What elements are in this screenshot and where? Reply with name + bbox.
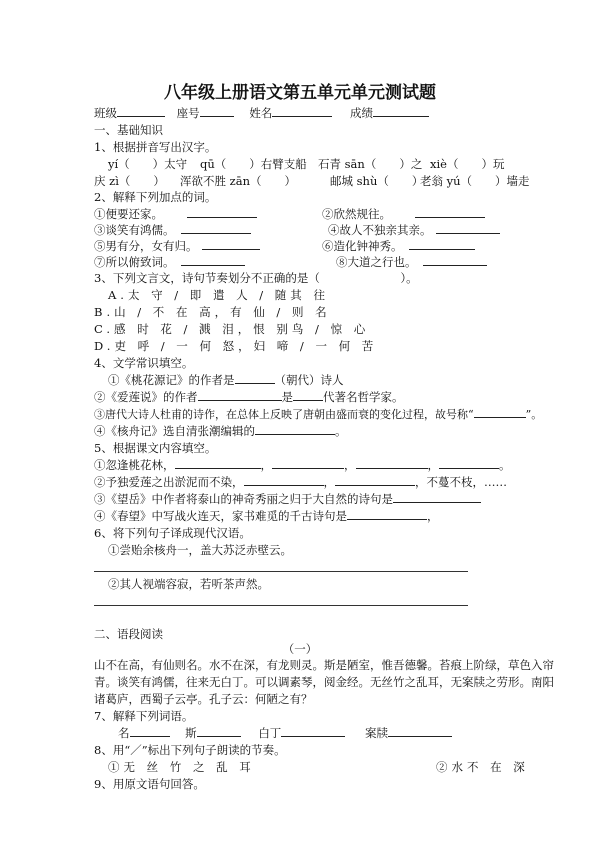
answer-line[interactable] [94,605,468,606]
q2-item-text: ⑧大道之行也。 [336,255,417,269]
q2-item-text: ④故人不独亲其亲。 [328,223,432,237]
q3-option-a: A.太 守 / 即 遣 人 / 随其 往 [108,288,329,302]
q8-item: ②水不 在 深 [436,760,529,774]
part1-heading: 一、基础知识 [94,123,163,137]
student-info-row [94,105,429,121]
q6-item: ②其人视端容寂，若听茶声然。 [108,577,269,591]
q2-item [336,254,487,270]
q5-text: 5、根据课文内容填空。 [94,441,217,455]
passage-line: 青。谈笑有鸿儒，往来无白丁。可以调素琴，阅金经。无丝竹之乱耳，无案牍之劳形。南阳 [94,675,554,689]
answer-blank[interactable] [281,725,345,737]
q2-item [94,206,257,222]
q5-item [94,491,481,507]
answer-blank[interactable] [235,372,275,384]
answer-blank[interactable] [255,423,335,435]
q3-text: 3、下列文言文，诗句节奏划分不正确的是（ ）。 [94,271,418,285]
q2-item-text: ①便要还家。 [94,207,163,221]
answer-blank[interactable] [202,238,260,250]
answer-blank[interactable] [198,389,282,401]
q2-item-text: ②欣然规往。 [322,207,391,221]
q4-text-part: ①《桃花源记》的作者是 [108,373,235,387]
q4-text: 4、文学常识填空。 [94,356,194,370]
answer-blank[interactable] [272,457,344,469]
answer-blank[interactable] [335,474,415,486]
q2-item-text: ③谈笑有鸿儒。 [94,223,175,237]
q5-text-part: ①忽逢桃花林， [94,458,175,472]
q4-item [108,372,344,388]
q1-item: xiè（ ）玩 [430,157,505,171]
q7-term: 名 [118,726,130,740]
q9-text: 9、用原文语句回答。 [94,777,205,791]
answer-blank[interactable] [347,508,427,520]
q7-terms [118,725,452,741]
q1-item: qū（ ）右臂支船 [200,157,307,171]
score-label: 成绩 [349,106,373,120]
q4-text-part: ”。 [525,408,543,421]
q8-text: 8、用“／”标出下列句子朗读的节奏。 [94,743,286,757]
q2-item [328,222,500,238]
q5-text-part: ④《春望》中写战火连天，家书难觅的千古诗句是 [94,509,347,523]
q4-item [94,389,404,405]
answer-blank[interactable] [409,238,475,250]
seat-field[interactable] [200,105,234,117]
answer-blank[interactable] [175,457,261,469]
q1-item: 老翁 yú（ ）墙走 [420,174,530,188]
answer-blank[interactable] [388,725,452,737]
q2-item-text: ⑥造化钟神秀。 [322,239,403,253]
q1-item: 邮城 shù（ ） [330,174,424,188]
q3-option-c: C.感 时 花 / 溅 泪，恨 别鸟 / 惊 心 [94,322,370,336]
q5-item [94,457,511,473]
q4-item [94,423,347,439]
class-label: 班级 [94,106,117,120]
q4-item [94,406,542,422]
q7-term: 斯 [185,726,197,740]
q5-text-part: ，不蔓不枝，…… [415,475,507,489]
answer-blank[interactable] [423,254,487,266]
answer-blank[interactable] [130,725,170,737]
q5-item [94,474,507,490]
q1-item: yí（ ）太守 [108,157,188,171]
q6-text: 6、将下列句子译成现代汉语。 [94,526,251,540]
answer-blank[interactable] [293,389,323,401]
q8-item: ①无 丝 竹 之 乱 耳 [108,760,255,774]
answer-line[interactable] [94,571,468,572]
q4-text-part: 。 [335,424,347,438]
q2-text: 2、解释下列加点的词。 [94,190,217,204]
q4-text-part: ②《爱莲说》的作者 [94,390,198,404]
passage-line: 山不在高，有仙则名。水不在深，有龙则灵。斯是陋室，惟吾德馨。苔痕上阶绿，草色入帘 [94,658,554,672]
part2-heading: 二、语段阅读 [94,627,163,641]
q7-text: 7、解释下列词语。 [94,709,194,723]
answer-blank[interactable] [181,254,245,266]
q5-text-part: ， [323,475,335,489]
q1-item: 石青 sān（ ）之 [318,157,423,171]
answer-blank[interactable] [439,457,499,469]
q4-text-part: 是 [281,390,293,404]
seat-label: 座号 [176,106,200,120]
answer-blank[interactable] [187,206,257,218]
q5-text-part: 。 [499,458,511,472]
q5-text-part: ③《望岳》中作者将泰山的神奇秀丽之归于大自然的诗句是 [94,492,393,506]
q1-text: 1、根据拼音写出汉字。 [94,140,217,154]
name-label: 姓名 [249,106,273,120]
answer-blank[interactable] [474,406,526,418]
q2-item [94,254,245,270]
passage-line: 诸葛庐，西蜀子云亭。孔子云：何陋之有？ [94,692,313,706]
q4-text-part: （朝代）诗人 [274,373,344,387]
answer-blank[interactable] [197,725,241,737]
answer-blank[interactable] [415,206,485,218]
answer-blank[interactable] [436,222,500,234]
q2-item-text: ⑤男有分，女有归。 [94,239,198,253]
q3-option-d: D.吏 呼 / 一 何 怒，妇 啼 / 一 何 苦 [94,339,378,353]
q1-item: 庆 zì（ ） [94,174,165,188]
q5-text-part: ②予独爱莲之出淤泥而不染， [94,475,244,489]
q6-item: ①尝贻余核舟一，盖大苏泛赤壁云。 [108,543,292,557]
page-title: 八年级上册语文第五单元单元测试题 [164,83,436,103]
q7-term: 案牍 [364,726,388,740]
answer-blank[interactable] [244,474,324,486]
q4-text-part: ④《核舟记》选自清张潮编辑的 [94,424,255,438]
answer-blank[interactable] [181,222,251,234]
q5-text-part: ， [427,458,439,472]
q7-term: 白丁 [258,726,282,740]
q5-text-part: ， [260,458,272,472]
answer-blank[interactable] [356,457,428,469]
q5-item [94,508,439,524]
q5-text-part: ， [427,509,439,523]
q5-text-part: ， [344,458,356,472]
answer-blank[interactable] [393,491,481,503]
class-field[interactable] [117,105,165,117]
q2-item [322,206,485,222]
q2-item-text: ⑦所以俯致词。 [94,255,175,269]
name-field[interactable] [272,105,332,117]
q3-option-b: B.山 / 不 在 高，有 仙 / 则 名 [94,305,331,319]
q4-text-part: ③唐代大诗人杜甫的诗作，在总体上反映了唐朝由盛而衰的变化过程，故号称“ [94,408,474,421]
q4-text-part: 代著名哲学家。 [323,390,404,404]
q1-item: 浑欲不胜 zān（ ） [180,174,296,188]
q2-item [94,222,251,238]
q2-item [94,238,260,254]
score-field[interactable] [373,105,429,117]
q2-item [322,238,475,254]
section-number: （一） [282,642,318,656]
